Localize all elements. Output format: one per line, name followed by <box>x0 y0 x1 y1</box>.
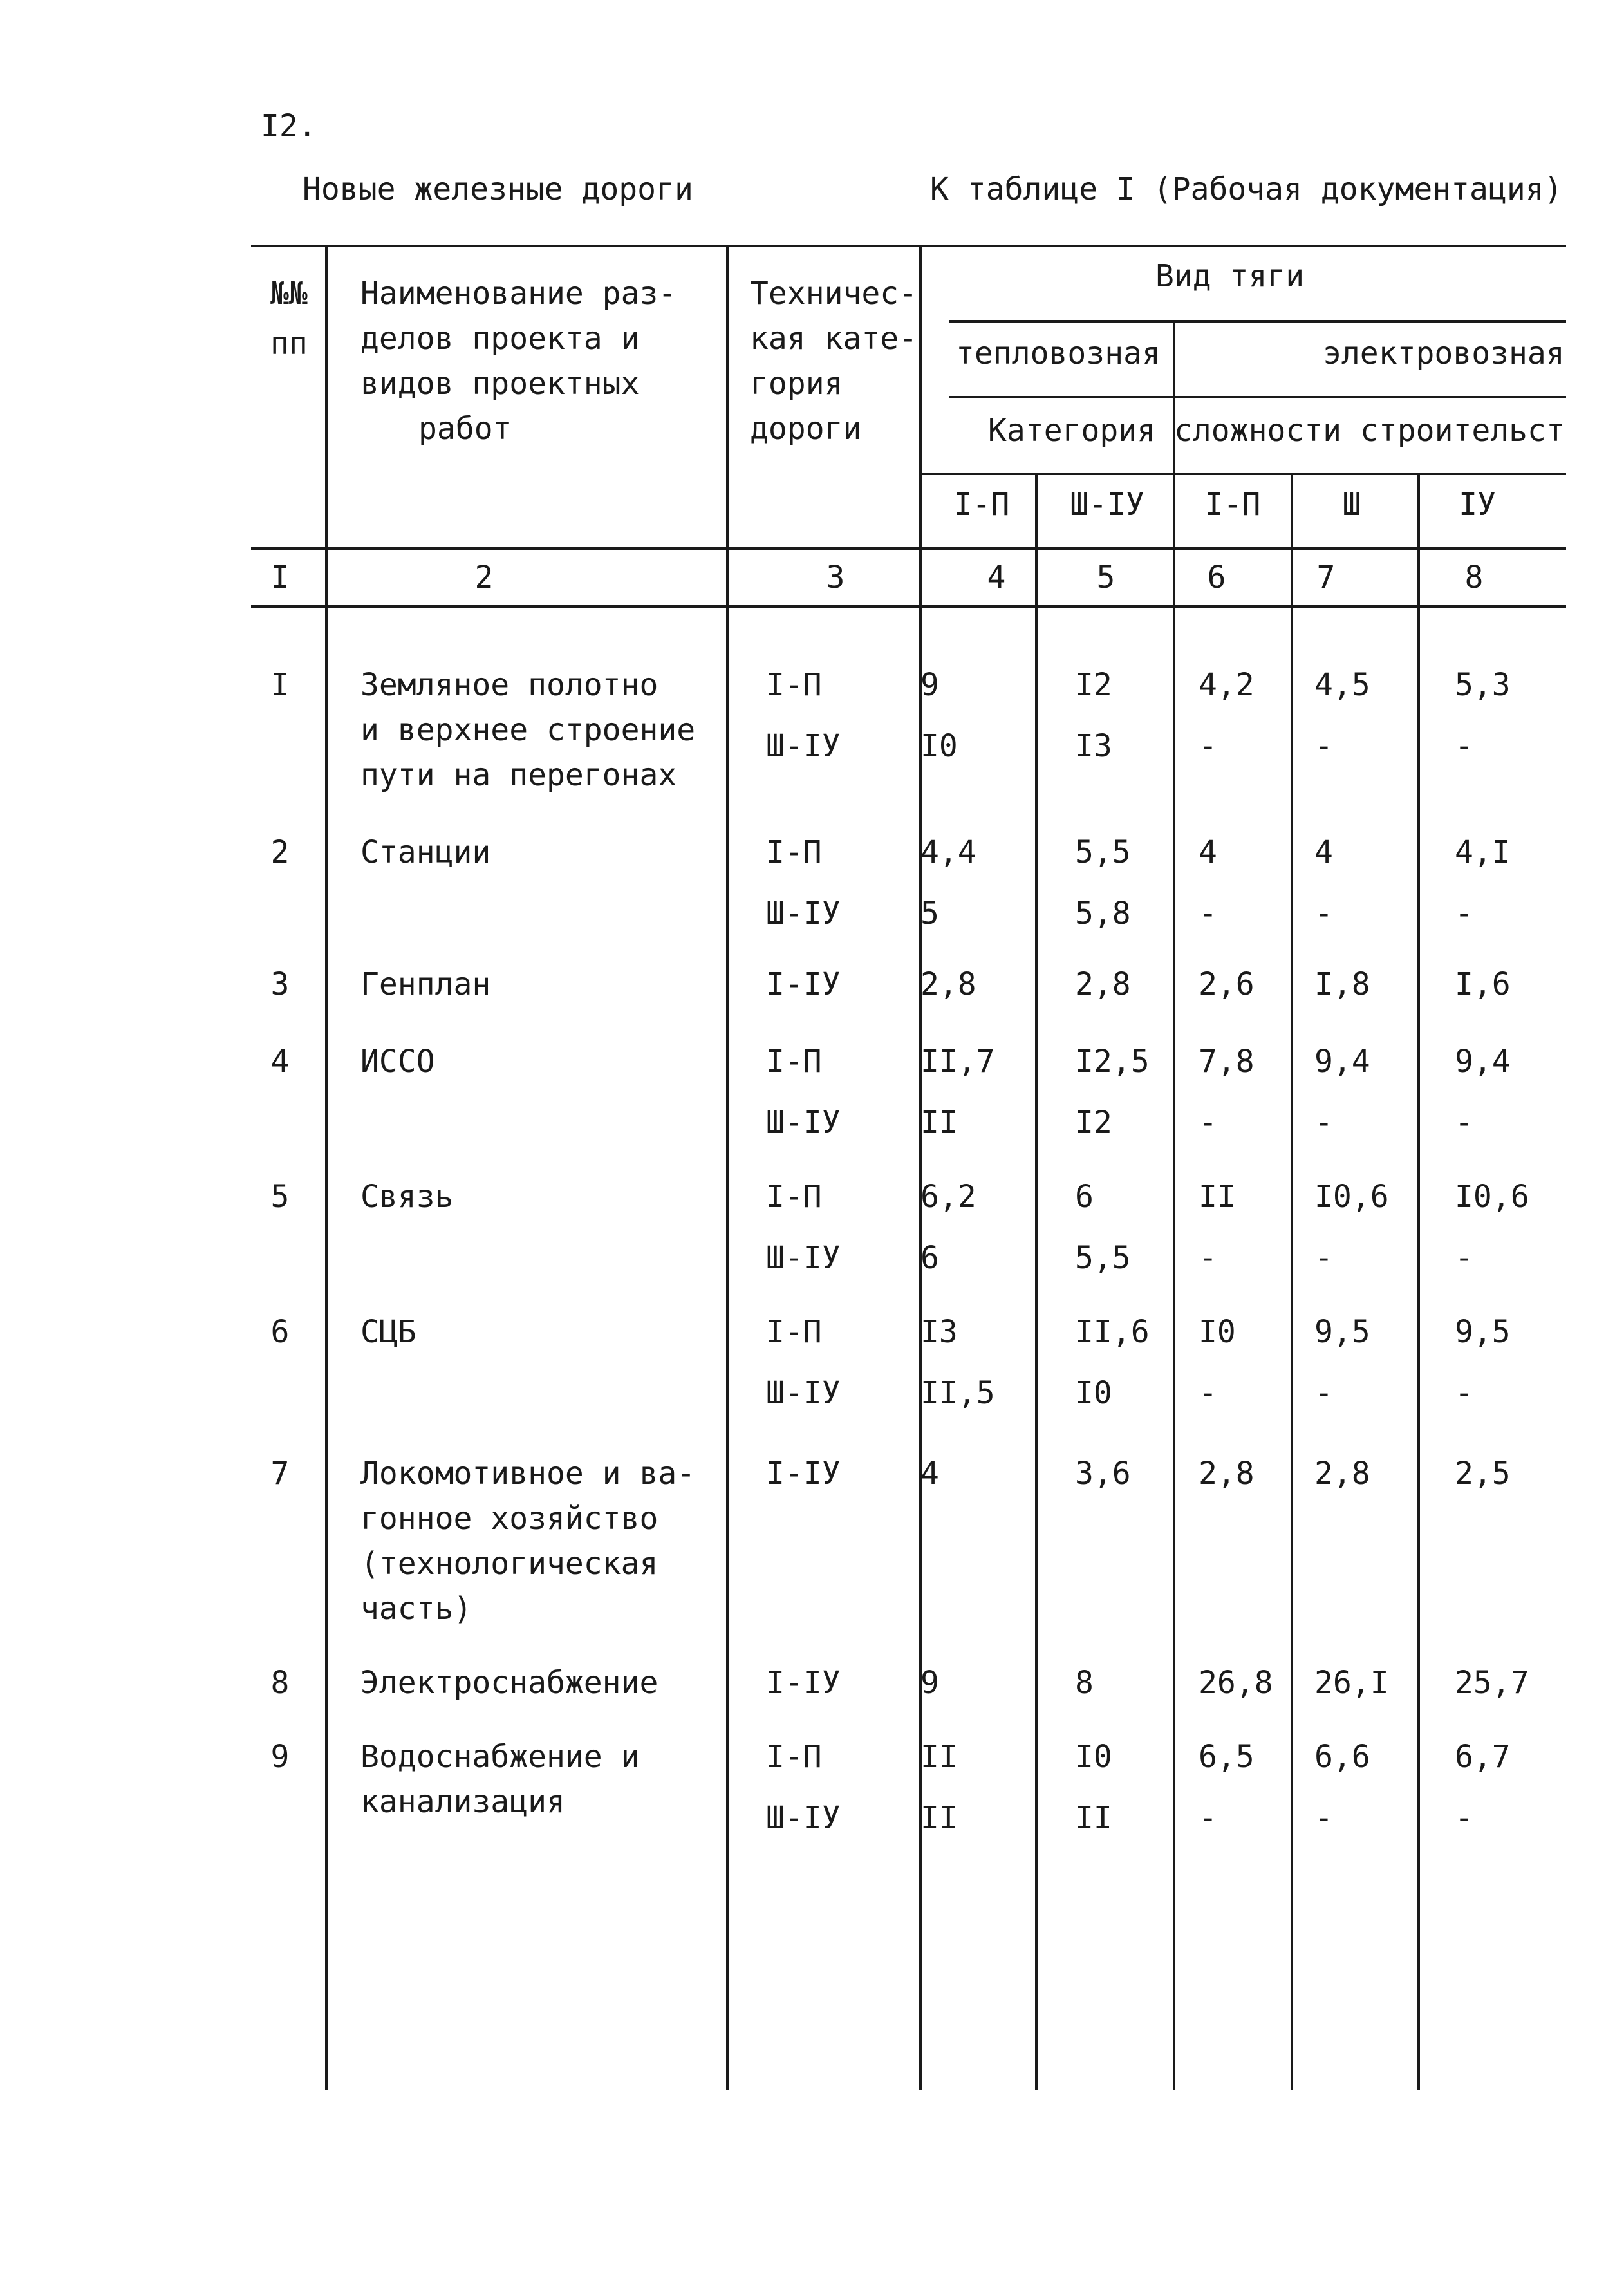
row-category: Ш-IУ <box>766 1240 841 1276</box>
row-value: 5,5 <box>1075 1240 1131 1276</box>
header-subcategory-label: I-П <box>953 487 1010 523</box>
row-value: I2 <box>1075 667 1112 703</box>
row-value: 9,5 <box>1314 1314 1370 1350</box>
row-category: Ш-IУ <box>766 728 841 764</box>
row-category: I-IУ <box>766 1456 841 1492</box>
row-name: часть) <box>360 1591 472 1627</box>
row-value: I0,6 <box>1314 1179 1389 1215</box>
header-diesel-label: тепловозная <box>956 335 1161 371</box>
col-divider-1 <box>325 245 328 2090</box>
column-number-label: 2 <box>474 559 494 595</box>
row-name: ИССО <box>360 1044 435 1080</box>
row-category: I-П <box>766 1044 822 1080</box>
header-subcategory-label: I-П <box>1204 487 1261 523</box>
row-value: I2,5 <box>1075 1044 1150 1080</box>
row-value: 6 <box>920 1240 939 1276</box>
column-number-label: 4 <box>987 559 1006 595</box>
row-name: Связь <box>360 1179 454 1215</box>
row-value: 9 <box>920 1665 939 1701</box>
col-numbers-rule <box>251 605 1566 608</box>
column-number-label: I <box>270 559 290 595</box>
row-category: I-П <box>766 834 822 870</box>
row-value: 2,8 <box>1199 1456 1255 1492</box>
column-number-label: 3 <box>826 559 845 595</box>
row-value: 6,2 <box>920 1179 976 1215</box>
row-value: I3 <box>920 1314 958 1350</box>
row-value: - <box>1314 1105 1333 1141</box>
header-tech-label: гория <box>750 366 843 402</box>
col-divider-2 <box>726 245 729 2090</box>
row-value: 6 <box>1075 1179 1094 1215</box>
row-number: 6 <box>270 1314 290 1350</box>
row-value: - <box>1314 1375 1333 1411</box>
row-value: 4 <box>920 1456 939 1492</box>
row-category: Ш-IУ <box>766 1800 841 1836</box>
row-value: 8 <box>1075 1665 1094 1701</box>
row-value: II <box>920 1800 958 1836</box>
column-number-label: 6 <box>1207 559 1226 595</box>
row-number: 8 <box>270 1665 290 1701</box>
row-value: - <box>1455 728 1473 764</box>
header-subcategory-label: Ш <box>1342 487 1361 523</box>
header-name-label: Наименование раз- <box>360 276 677 312</box>
traction-rule <box>949 320 1566 323</box>
table-top-rule <box>251 245 1566 247</box>
row-value: - <box>1455 1240 1473 1276</box>
row-value: - <box>1455 1800 1473 1836</box>
col-divider-4 <box>1035 473 1038 2090</box>
row-value: II <box>920 1105 958 1141</box>
row-value: 2,5 <box>1455 1456 1511 1492</box>
row-value: 6,6 <box>1314 1739 1370 1775</box>
row-value: - <box>1314 1240 1333 1276</box>
row-value: 2,8 <box>1314 1456 1370 1492</box>
row-value: 5,8 <box>1075 895 1131 932</box>
row-value: 9,4 <box>1314 1044 1370 1080</box>
row-value: 25,7 <box>1455 1665 1529 1701</box>
row-value: 2,8 <box>1075 966 1131 1002</box>
col-divider-7 <box>1417 473 1420 2090</box>
row-value: - <box>1199 1240 1217 1276</box>
row-value: - <box>1199 1375 1217 1411</box>
row-number: 3 <box>270 966 290 1002</box>
row-value: - <box>1314 728 1333 764</box>
header-right: К таблице I (Рабочая документация) <box>930 171 1563 207</box>
row-value: I,8 <box>1314 966 1370 1002</box>
row-value: 4,4 <box>920 834 976 870</box>
row-value: - <box>1314 1800 1333 1836</box>
row-value: - <box>1455 895 1473 932</box>
page-number: I2. <box>261 108 317 144</box>
row-value: 9 <box>920 667 939 703</box>
row-value: II <box>920 1739 958 1775</box>
row-value: I3 <box>1075 728 1112 764</box>
row-name: и верхнее строение <box>360 712 696 748</box>
header-tech-label: Техничес- <box>750 276 918 312</box>
row-category: I-IУ <box>766 1665 841 1701</box>
row-value: II <box>1075 1800 1112 1836</box>
header-tech-label: кая кате- <box>750 321 918 357</box>
row-value: II,7 <box>920 1044 995 1080</box>
row-value: I0 <box>920 728 958 764</box>
row-category: Ш-IУ <box>766 1105 841 1141</box>
row-name: Электроснабжение <box>360 1665 658 1701</box>
row-value: 4 <box>1199 834 1217 870</box>
row-value: - <box>1199 1105 1217 1141</box>
col-divider-5 <box>1173 320 1175 2090</box>
row-value: 5,5 <box>1075 834 1131 870</box>
row-name: пути на перегонах <box>360 757 677 793</box>
row-name: Водоснабжение и <box>360 1739 640 1775</box>
row-value: 4 <box>1314 834 1333 870</box>
header-name-label: работ <box>418 411 512 447</box>
row-number: 4 <box>270 1044 290 1080</box>
row-category: I-П <box>766 1739 822 1775</box>
header-name-label: делов проекта и <box>360 321 640 357</box>
header-subcategory-label: Ш-IУ <box>1070 487 1144 523</box>
header-name-label: видов проектных <box>360 366 640 402</box>
row-value: 2,6 <box>1199 966 1255 1002</box>
header-complexity-label: Категория сложности строительст <box>988 413 1565 449</box>
row-value: - <box>1199 895 1217 932</box>
column-number-label: 5 <box>1096 559 1115 595</box>
row-value: I2 <box>1075 1105 1112 1141</box>
row-value: 5,3 <box>1455 667 1511 703</box>
row-value: I0,6 <box>1455 1179 1529 1215</box>
row-name: гонное хозяйство <box>360 1501 658 1537</box>
row-value: 6,5 <box>1199 1739 1255 1775</box>
row-number: 5 <box>270 1179 290 1215</box>
complexity-rule <box>920 473 1566 475</box>
column-number-label: 7 <box>1316 559 1336 595</box>
row-number: 2 <box>270 834 290 870</box>
row-value: I0 <box>1075 1375 1112 1411</box>
row-category: I-П <box>766 1314 822 1350</box>
header-electric-label: электровозная <box>1323 335 1565 371</box>
row-name: (технологическая <box>360 1546 658 1582</box>
row-value: 6,7 <box>1455 1739 1511 1775</box>
row-value: 9,5 <box>1455 1314 1511 1350</box>
header-traction-label: Вид тяги <box>1155 258 1305 294</box>
header-tech-label: дороги <box>750 411 862 447</box>
row-value: II <box>1199 1179 1236 1215</box>
row-value: I,6 <box>1455 966 1511 1002</box>
row-value: 7,8 <box>1199 1044 1255 1080</box>
row-value: I0 <box>1075 1739 1112 1775</box>
traction-type-rule <box>949 396 1566 398</box>
row-name: СЦБ <box>360 1314 416 1350</box>
row-value: - <box>1455 1105 1473 1141</box>
row-value: 26,8 <box>1199 1665 1273 1701</box>
row-value: - <box>1199 728 1217 764</box>
row-value: 2,8 <box>920 966 976 1002</box>
row-name: Земляное полотно <box>360 667 658 703</box>
row-value: II,5 <box>920 1375 995 1411</box>
row-name: Станции <box>360 834 491 870</box>
header-num-label: пп <box>270 326 308 362</box>
row-number: 7 <box>270 1456 290 1492</box>
row-category: Ш-IУ <box>766 895 841 932</box>
row-value: 4,2 <box>1199 667 1255 703</box>
row-category: I-П <box>766 667 822 703</box>
header-left: Новые железные дороги <box>303 171 693 207</box>
row-category: I-IУ <box>766 966 841 1002</box>
header-subcategory-label: IУ <box>1459 487 1496 523</box>
column-number-label: 8 <box>1464 559 1484 595</box>
row-name: Локомотивное и ва- <box>360 1456 696 1492</box>
row-number: I <box>270 667 290 703</box>
row-value: - <box>1314 895 1333 932</box>
row-value: 4,5 <box>1314 667 1370 703</box>
row-name: Генплан <box>360 966 491 1002</box>
row-name: канализация <box>360 1784 565 1820</box>
row-category: Ш-IУ <box>766 1375 841 1411</box>
row-value: 5 <box>920 895 939 932</box>
col-divider-6 <box>1291 473 1293 2090</box>
row-value: I0 <box>1199 1314 1236 1350</box>
row-value: - <box>1199 1800 1217 1836</box>
row-number: 9 <box>270 1739 290 1775</box>
row-value: - <box>1455 1375 1473 1411</box>
row-value: 26,I <box>1314 1665 1389 1701</box>
row-value: 3,6 <box>1075 1456 1131 1492</box>
row-value: 4,I <box>1455 834 1511 870</box>
row-value: 9,4 <box>1455 1044 1511 1080</box>
row-value: II,6 <box>1075 1314 1150 1350</box>
header-bottom-rule <box>251 547 1566 550</box>
row-category: I-П <box>766 1179 822 1215</box>
header-num-label: №№ <box>270 276 308 312</box>
